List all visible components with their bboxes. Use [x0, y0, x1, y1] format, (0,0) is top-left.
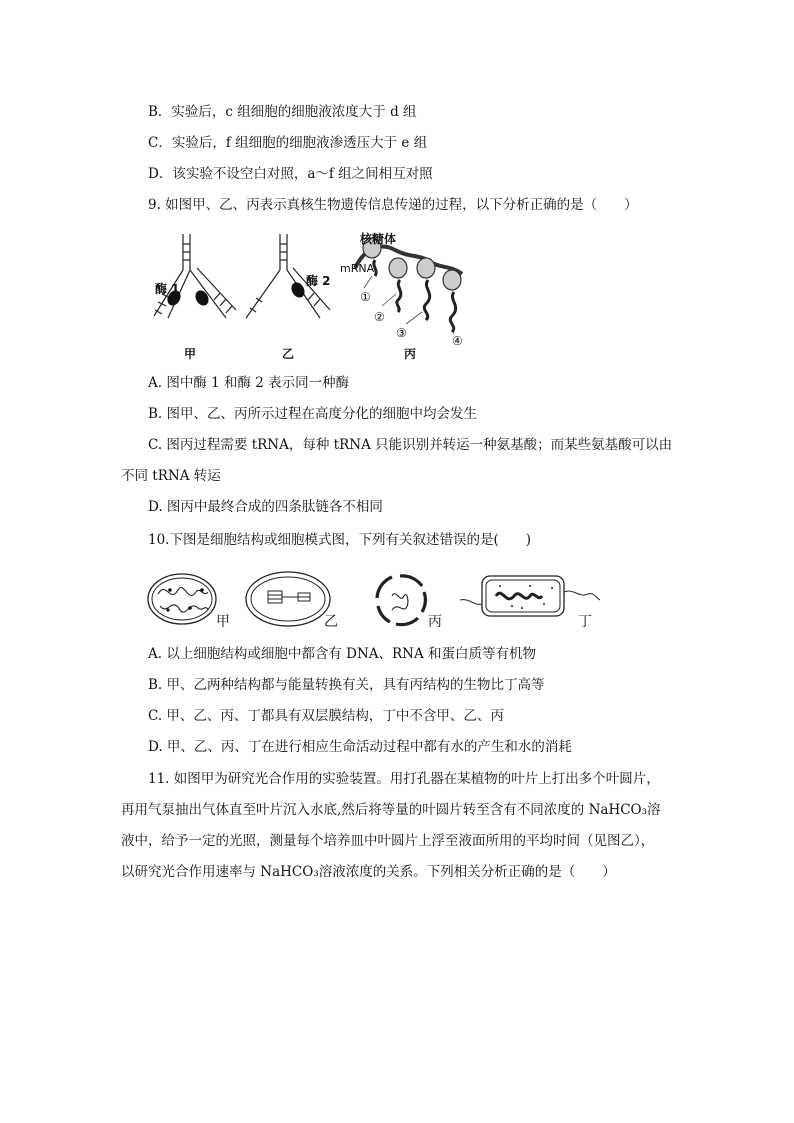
enzyme1-label: 酶 1 — [155, 282, 180, 296]
cell-yi-label: 乙 — [324, 614, 338, 630]
q9-stem: 9. 如图甲、乙、丙表示真核生物遗传信息传递的过程，以下分析正确的是（ ） — [148, 197, 638, 213]
q8-option-d: D．该实验不设空白对照，a～f 组之间相互对照 — [148, 166, 433, 182]
q8-option-c: C．实验后，f 组细胞的细胞液渗透压大于 e 组 — [148, 135, 428, 151]
q9-option-c-line1: C. 图丙过程需要 tRNA，每种 tRNA 只能识别并转运一种氨基酸；而某些氨基酸可以由 — [148, 437, 673, 453]
figure-jia-label: 甲 — [184, 347, 197, 361]
cell-bing-label: 丙 — [428, 614, 442, 630]
q11-line-4: 以研究光合作用速率与 NaHCO₃溶液浓度的关系。下列相关分析正确的是（ ） — [121, 864, 616, 880]
q10-figure — [140, 568, 600, 632]
figure-yi-label: 乙 — [282, 347, 295, 361]
circle-3-label: ③ — [396, 326, 407, 340]
q10-stem: 10.下图是细胞结构或细胞模式图，下列有关叙述错误的是( ) — [148, 532, 532, 548]
q10-option-c: C. 甲、乙、丙、丁都具有双层膜结构，丁中不含甲、乙、丙 — [148, 708, 504, 724]
q11-line-2: 再用气泵抽出气体直至叶片沉入水底,然后将等量的叶圆片转至含有不同浓度的 NaHCO₃溶 — [121, 802, 661, 818]
figure-bing-label: 丙 — [404, 347, 417, 361]
cell-jia-label: 甲 — [216, 614, 230, 630]
q9-figure — [140, 228, 480, 358]
circle-4-label: ④ — [452, 334, 463, 348]
q9-option-c-line2: 不同 tRNA 转运 — [121, 468, 221, 484]
circle-2-label: ② — [374, 310, 385, 324]
q11-line-3: 液中，给予一定的光照，测量每个培养皿中叶圆片上浮至液面所用的平均时间（见图乙）， — [121, 833, 655, 849]
q10-option-d: D. 甲、乙、丙、丁在进行相应生命活动过程中都有水的产生和水的消耗 — [148, 739, 572, 755]
ribosome-label: 核糖体 — [360, 232, 397, 246]
enzyme2-label: 酶 2 — [306, 274, 331, 288]
q9-option-d: D. 图丙中最终合成的四条肽链各不相同 — [148, 499, 383, 515]
cell-ding-label: 丁 — [578, 614, 592, 630]
q10-option-b: B. 甲、乙两种结构都与能量转换有关，具有丙结构的生物比丁高等 — [148, 677, 545, 693]
q8-option-b: B．实验后，c 组细胞的细胞液浓度大于 d 组 — [148, 104, 417, 120]
q10-option-a: A. 以上细胞结构或细胞中都含有 DNA、RNA 和蛋白质等有机物 — [148, 646, 537, 662]
mrna-label: mRNA — [340, 262, 375, 275]
q11-line-1: 11. 如图甲为研究光合作用的实验装置。用打孔器在某植物的叶片上打出多个叶圆片， — [148, 771, 660, 787]
circle-1-label: ① — [360, 290, 371, 304]
q9-option-b: B. 图甲、乙、丙所示过程在高度分化的细胞中均会发生 — [148, 406, 478, 422]
q9-option-a: A. 图中酶 1 和酶 2 表示同一种酶 — [148, 375, 350, 391]
